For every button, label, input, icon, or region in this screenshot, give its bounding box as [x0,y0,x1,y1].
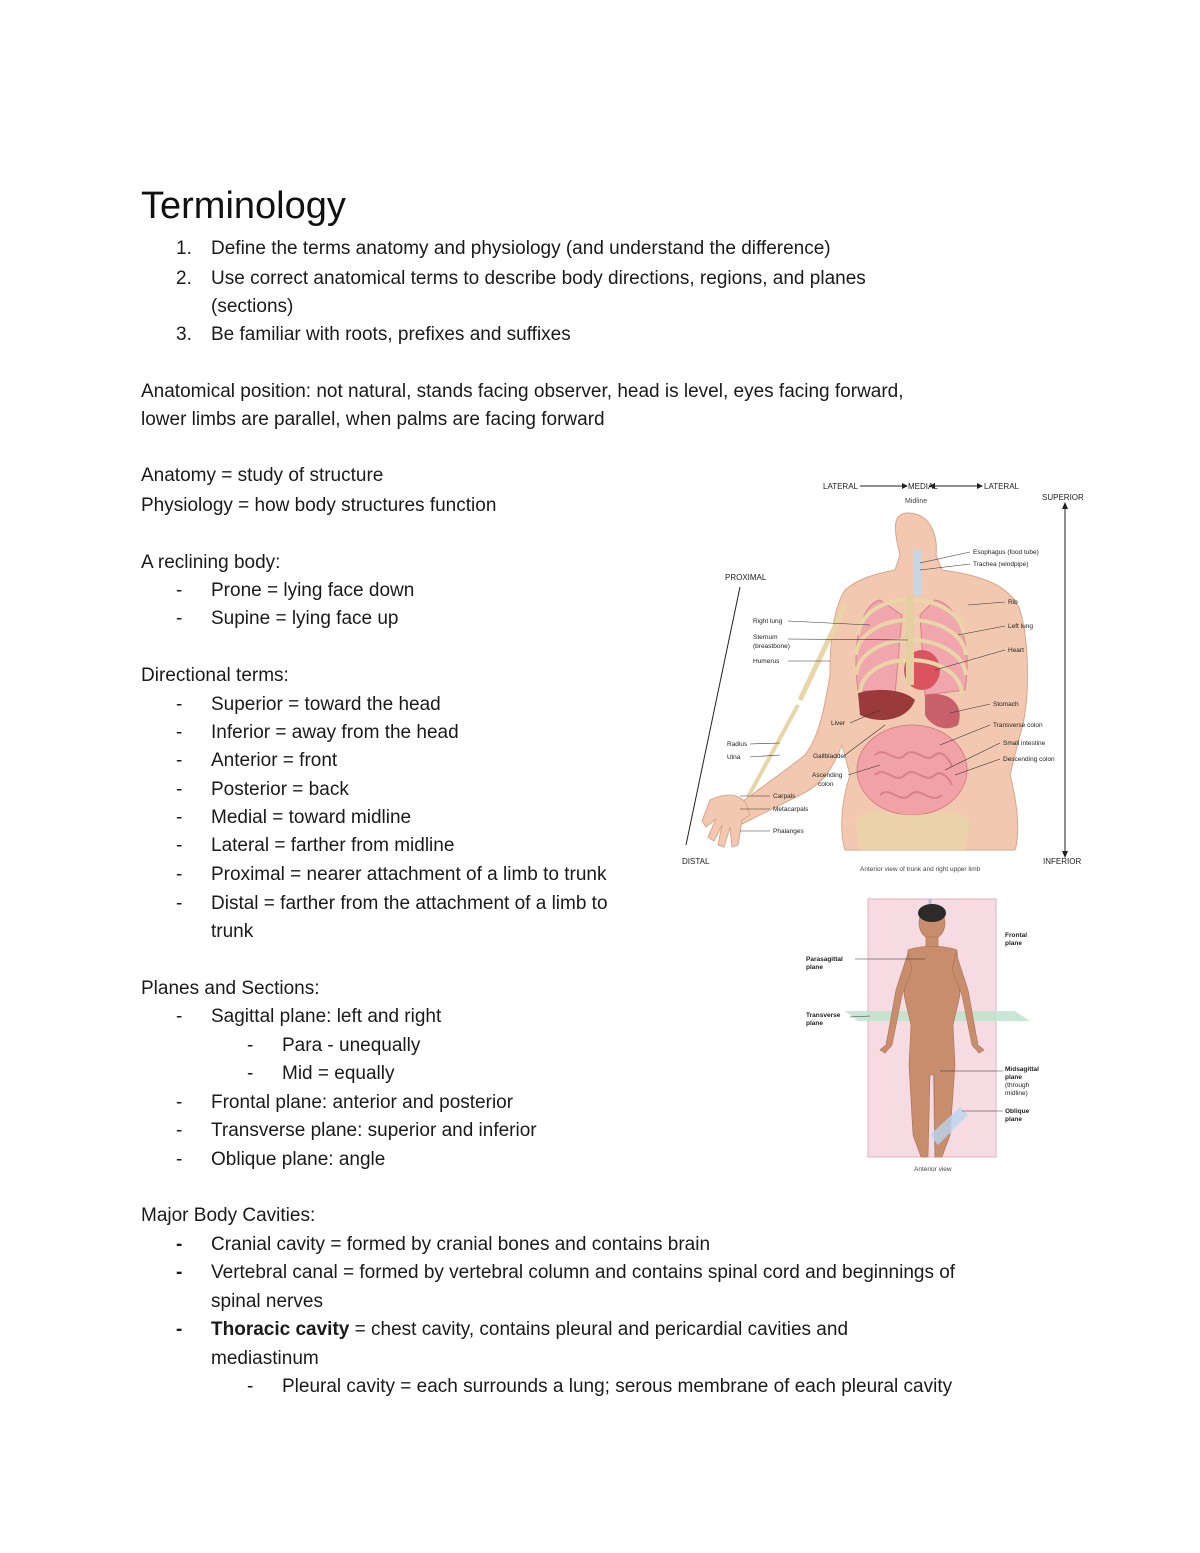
bullet-dash: - [176,580,183,601]
anatomical-position-line: lower limbs are parallel, when palms are facing forward [141,409,605,430]
list-item: Sagittal plane: left and right [211,1006,442,1027]
label-rib: Rib [1008,599,1018,606]
bullet-dash: - [176,1120,183,1141]
label-ascending: Ascending [812,772,843,779]
list-item: Superior = toward the head [211,694,441,715]
objective-number: 3. [176,324,192,345]
label-frontal: Frontal [1005,932,1028,939]
anatomy-trunk-figure [680,475,1100,880]
bullet-dash: - [176,893,183,914]
physiology-definition: Physiology = how body structures function [141,495,497,516]
label-carpals: Carpals [773,793,796,800]
bullet-dash: - [176,1092,183,1113]
objective-number: 2. [176,268,192,289]
cavities-heading: Major Body Cavities: [141,1205,316,1226]
label-parasagittal-plane: plane [806,964,823,971]
list-item-continued: spinal nerves [211,1291,323,1312]
lateral-right-label: LATERAL [984,482,1019,491]
bullet-dash: - [176,779,183,800]
label-breastbone: (breastbone) [753,643,790,650]
list-item-continued: mediastinum [211,1348,319,1369]
bullet-dash: - [176,1006,183,1027]
list-item-continued: trunk [211,921,254,942]
distal-label: DISTAL [682,857,710,866]
list-item: Frontal plane: anterior and posterior [211,1092,514,1113]
body-planes-figure [800,895,1060,1180]
trachea-shape [913,550,921,595]
arrowhead [977,483,983,489]
sub-list-item: Para - unequally [282,1035,421,1056]
label-esophagus: Esophagus (food tube) [973,549,1039,556]
sub-list-item: Pleural cavity = each surrounds a lung; serous membrane of each pleural cavity [282,1376,953,1397]
label-midsagittal: Midsagittal [1005,1066,1039,1073]
bullet-dash: - [176,1262,183,1283]
label-parasagittal: Parasagittal [806,956,843,963]
list-item: Lateral = farther from midline [211,835,455,856]
proximal-label: PROXIMAL [725,573,767,582]
bullet-dash: - [247,1376,254,1397]
label-transverse-plane: plane [806,1020,823,1027]
label-trachea: Trachea (windpipe) [973,561,1029,568]
label-phalanges: Phalanges [773,828,804,835]
bullet-dash: - [247,1063,254,1084]
thoracic-cavity-term: Thoracic cavity [211,1319,350,1340]
list-item: Supine = lying face up [211,608,399,629]
bullet-dash: - [176,835,183,856]
arrowhead [1062,502,1068,509]
sub-list-item: Mid = equally [282,1063,395,1084]
list-item: Transverse plane: superior and inferior [211,1120,537,1141]
bullet-dash: - [176,1149,183,1170]
bullet-dash: - [176,1234,183,1255]
page-title: Terminology [141,185,346,227]
bullet-dash: - [176,807,183,828]
list-item: Proximal = nearer attachment of a limb to trunk [211,864,607,885]
bullet-dash: - [176,750,183,771]
list-item: Vertebral canal = formed by vertebral column and contains spinal cord and beginnings of [211,1262,956,1283]
label-liver: Liver [831,720,846,727]
label-colon: colon [818,781,834,788]
list-item: Anterior = front [211,750,338,771]
label-transverse: Transverse [806,1012,841,1019]
bullet-dash: - [176,608,183,629]
objective-item: Use correct anatomical terms to describe body directions, regions, and planes [211,268,866,289]
list-item: Inferior = away from the head [211,722,459,743]
anatomical-position-line: Anatomical position: not natural, stands facing observer, head is level, eyes facing forward, [141,381,904,402]
list-item [211,1316,848,1344]
bullet-dash: - [176,864,183,885]
label-midsagittal-plane: plane [1005,1074,1022,1081]
anatomy-definition: Anatomy = study of structure [141,465,384,486]
label-oblique-plane: plane [1005,1116,1022,1123]
figure2-caption: Anterior view [914,1166,952,1173]
label-heart: Heart [1008,647,1024,654]
bullet-dash: - [176,694,183,715]
objective-item: Be familiar with roots, prefixes and suffixes [211,324,571,345]
label-gallbladder: Gallbladder [813,753,847,760]
label-through: (through [1005,1082,1030,1089]
planes-heading: Planes and Sections: [141,978,320,999]
list-item: Distal = farther from the attachment of a limb to [211,893,608,914]
objective-item: Define the terms anatomy and physiology (and understand the difference) [211,238,831,259]
inferior-label: INFERIOR [1043,857,1082,866]
thoracic-cavity-definition: = chest cavity, contains pleural and pericardial cavities and [349,1319,849,1340]
label-small-intestine: Small intestine [1003,740,1046,747]
label-oblique: Oblique [1005,1108,1030,1115]
label-stomach: Stomach [993,701,1019,708]
superior-label: SUPERIOR [1042,493,1084,502]
objective-number: 1. [176,238,192,259]
label-left-lung: Left lung [1008,623,1033,630]
reclining-heading: A reclining body: [141,552,281,573]
list-item: Cranial cavity = formed by cranial bones and contains brain [211,1234,711,1255]
bullet-dash: - [176,722,183,743]
label-descending-colon: Descending colon [1003,756,1055,763]
label-transverse-colon: Transverse colon [993,722,1043,729]
bullet-dash: - [247,1035,254,1056]
label-humerus: Humerus [753,658,780,665]
medial-label: MEDIAL [908,482,938,491]
label-frontal-plane: plane [1005,940,1022,947]
label-metacarpals: Metacarpals [773,806,809,813]
label-right-lung: Right lung [753,618,783,625]
label-ulna: Ulna [727,754,741,761]
directional-heading: Directional terms: [141,665,289,686]
label-midline: midline) [1005,1090,1028,1097]
list-item: Prone = lying face down [211,580,415,601]
lateral-left-label: LATERAL [823,482,858,491]
label-sternum: Sternum [753,634,778,641]
figure1-caption: Anterior view of trunk and right upper limb [860,866,981,873]
bullet-dash: - [176,1319,183,1340]
midline-label: Midline [905,498,928,505]
label-radius: Radius [727,741,748,748]
list-item: Medial = toward midline [211,807,412,828]
list-item: Posterior = back [211,779,349,800]
intestines-shape [857,725,967,815]
hair-shape [918,904,946,922]
list-item: Oblique plane: angle [211,1149,386,1170]
objective-item-continued: (sections) [211,296,294,317]
pelvis-shape [855,812,970,850]
